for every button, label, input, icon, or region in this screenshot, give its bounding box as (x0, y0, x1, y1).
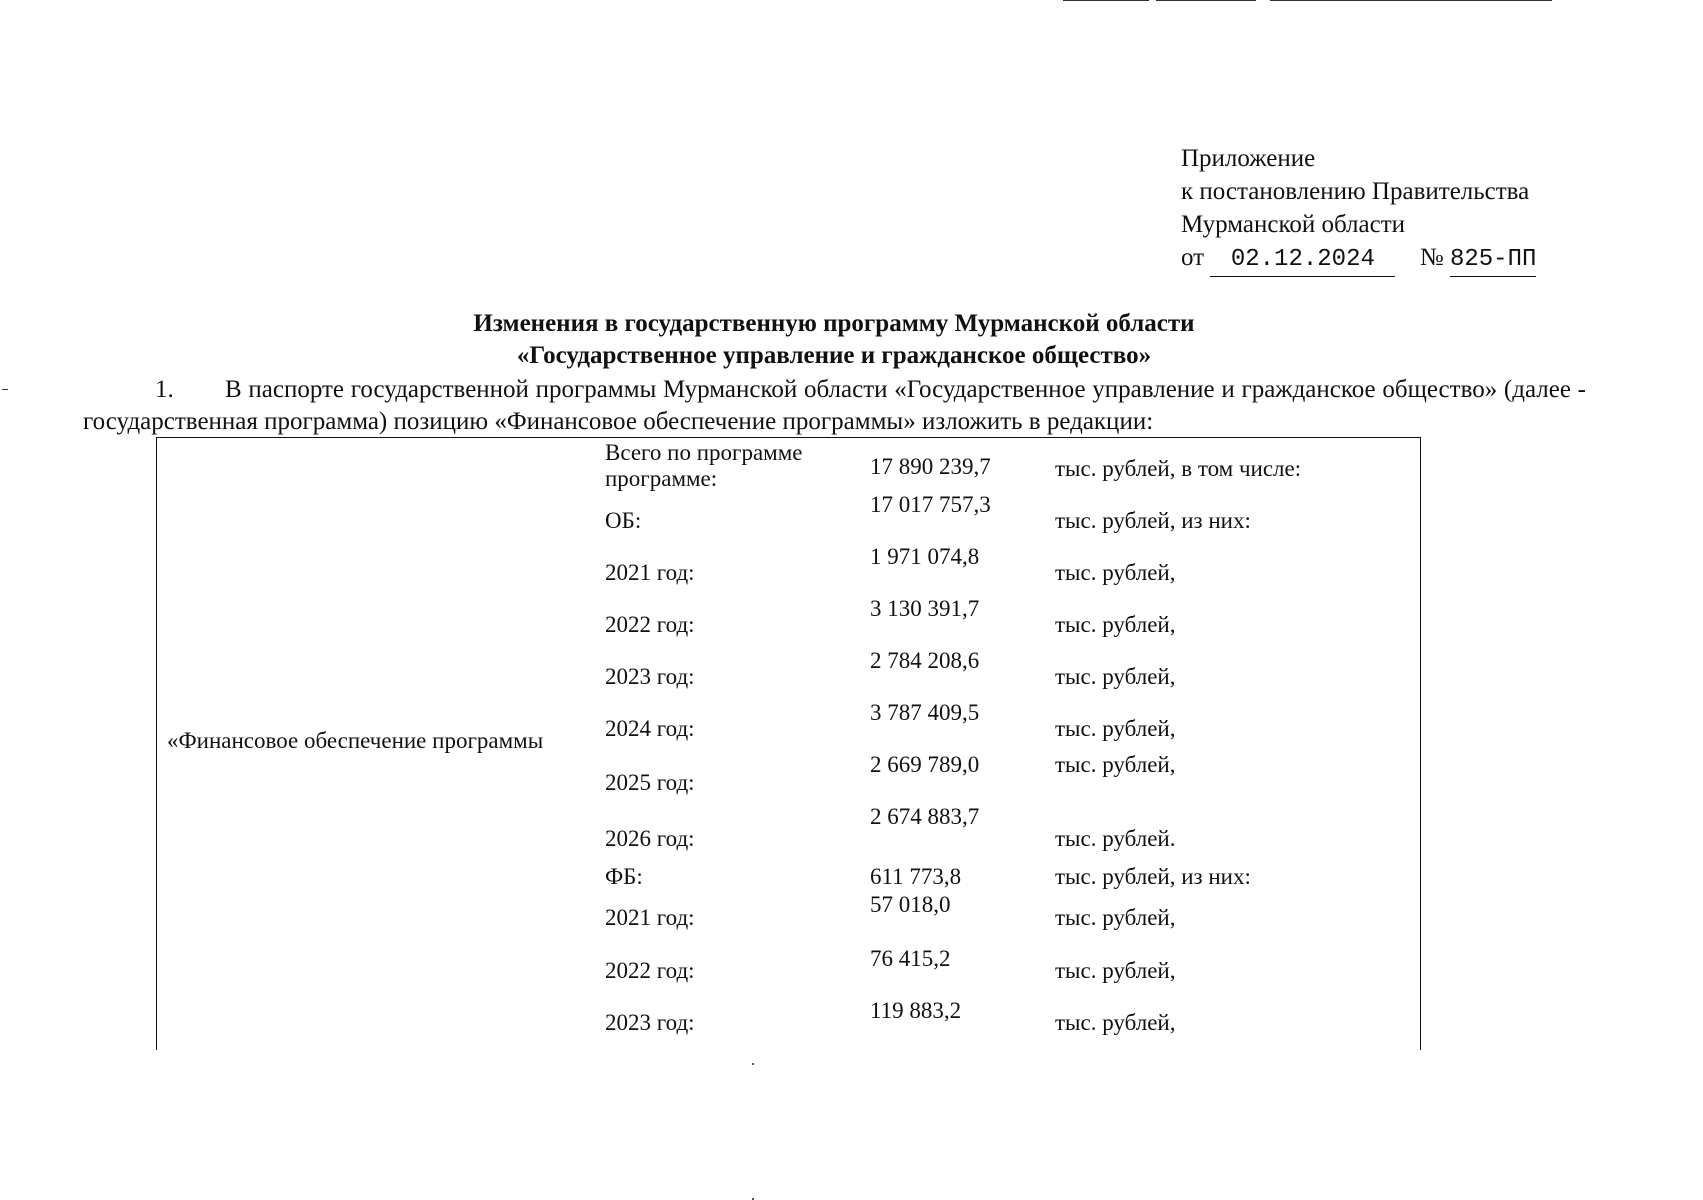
title-line-1: Изменения в государственную программу Мурманской области (473, 310, 1195, 337)
document-title (0, 308, 1668, 372)
row-label: 2025 год: (605, 770, 695, 795)
row-value: 17 017 757,3 (870, 492, 991, 517)
row-unit: тыс. рублей, (1055, 958, 1176, 983)
appendix-date-line (1181, 241, 1536, 277)
document-number: 825-ПП (1450, 243, 1536, 277)
row-label: 2022 год: (605, 612, 695, 637)
row-unit: тыс. рублей, в том числе: (1055, 456, 1302, 481)
appendix-line-3: Мурманской области (1181, 211, 1406, 238)
top-rule-right (1270, 0, 1552, 1)
row-value: 17 890 239,7 (870, 454, 991, 479)
row-unit: тыс. рублей, (1055, 1010, 1176, 1035)
row-label: 2023 год: (605, 664, 695, 689)
row-label: 2021 год: (605, 905, 695, 930)
appendix-block (1181, 142, 1536, 277)
scan-mark (2, 389, 8, 390)
row-unit: тыс. рублей, (1055, 612, 1176, 637)
row-unit: тыс. рублей, (1055, 905, 1176, 930)
top-rule-middle (1156, 0, 1256, 1)
row-value: 3 130 391,7 (870, 596, 980, 621)
row-value: 3 787 409,5 (870, 700, 980, 725)
row-label: 2022 год: (605, 958, 695, 983)
row-value: 57 018,0 (870, 892, 951, 917)
row-unit: тыс. рублей, из них: (1055, 508, 1251, 533)
row-unit: тыс. рублей, из них: (1055, 864, 1251, 889)
title-line-2: «Государственное управление и гражданское общество» (516, 342, 1152, 369)
row-value: 119 883,2 (870, 998, 962, 1023)
appendix-line-1: Приложение (1181, 145, 1316, 172)
scan-dot (752, 1063, 754, 1065)
row-value: 1 971 074,8 (870, 544, 980, 569)
paragraph-text: В паспорте государственной программы Мурманской области «Государственное управление и гражданское общество» (далее - государственная программа) позицию «Финансовое обеспечение программы» изложить в редакции: (83, 376, 1586, 435)
document-date: 02.12.2024 (1210, 243, 1395, 277)
row-value: 2 669 789,0 (870, 752, 980, 777)
row-label: Всего по программе программе: (605, 440, 803, 491)
row-unit: тыс. рублей, (1055, 664, 1176, 689)
row-unit: тыс. рублей, (1055, 560, 1176, 585)
row-unit: тыс. рублей. (1055, 826, 1176, 851)
row-label: 2024 год: (605, 716, 695, 741)
paragraph-number: 1. (155, 376, 174, 403)
row-label: 2026 год: (605, 826, 695, 851)
row-unit: тыс. рублей, (1055, 716, 1176, 741)
paragraph-1 (83, 374, 1586, 438)
row-value: 76 415,2 (870, 946, 951, 971)
row-unit: тыс. рублей, (1055, 752, 1176, 777)
row-label: 2021 год: (605, 560, 695, 585)
row-value: 2 784 208,6 (870, 648, 980, 673)
row-value: 611 773,8 (870, 864, 962, 889)
financing-table (156, 437, 1421, 1050)
top-rule-left (1063, 0, 1149, 1)
row-label: ОБ: (605, 508, 642, 533)
row-value: 2 674 883,7 (870, 804, 980, 829)
row-caption: «Финансовое обеспечение программы (167, 728, 544, 753)
row-label: 2023 год: (605, 1010, 695, 1035)
row-label: ФБ: (605, 864, 643, 889)
number-sign: № (1419, 244, 1444, 271)
date-prefix: от (1181, 244, 1205, 271)
appendix-line-2: к постановлению Правительства (1181, 178, 1530, 205)
